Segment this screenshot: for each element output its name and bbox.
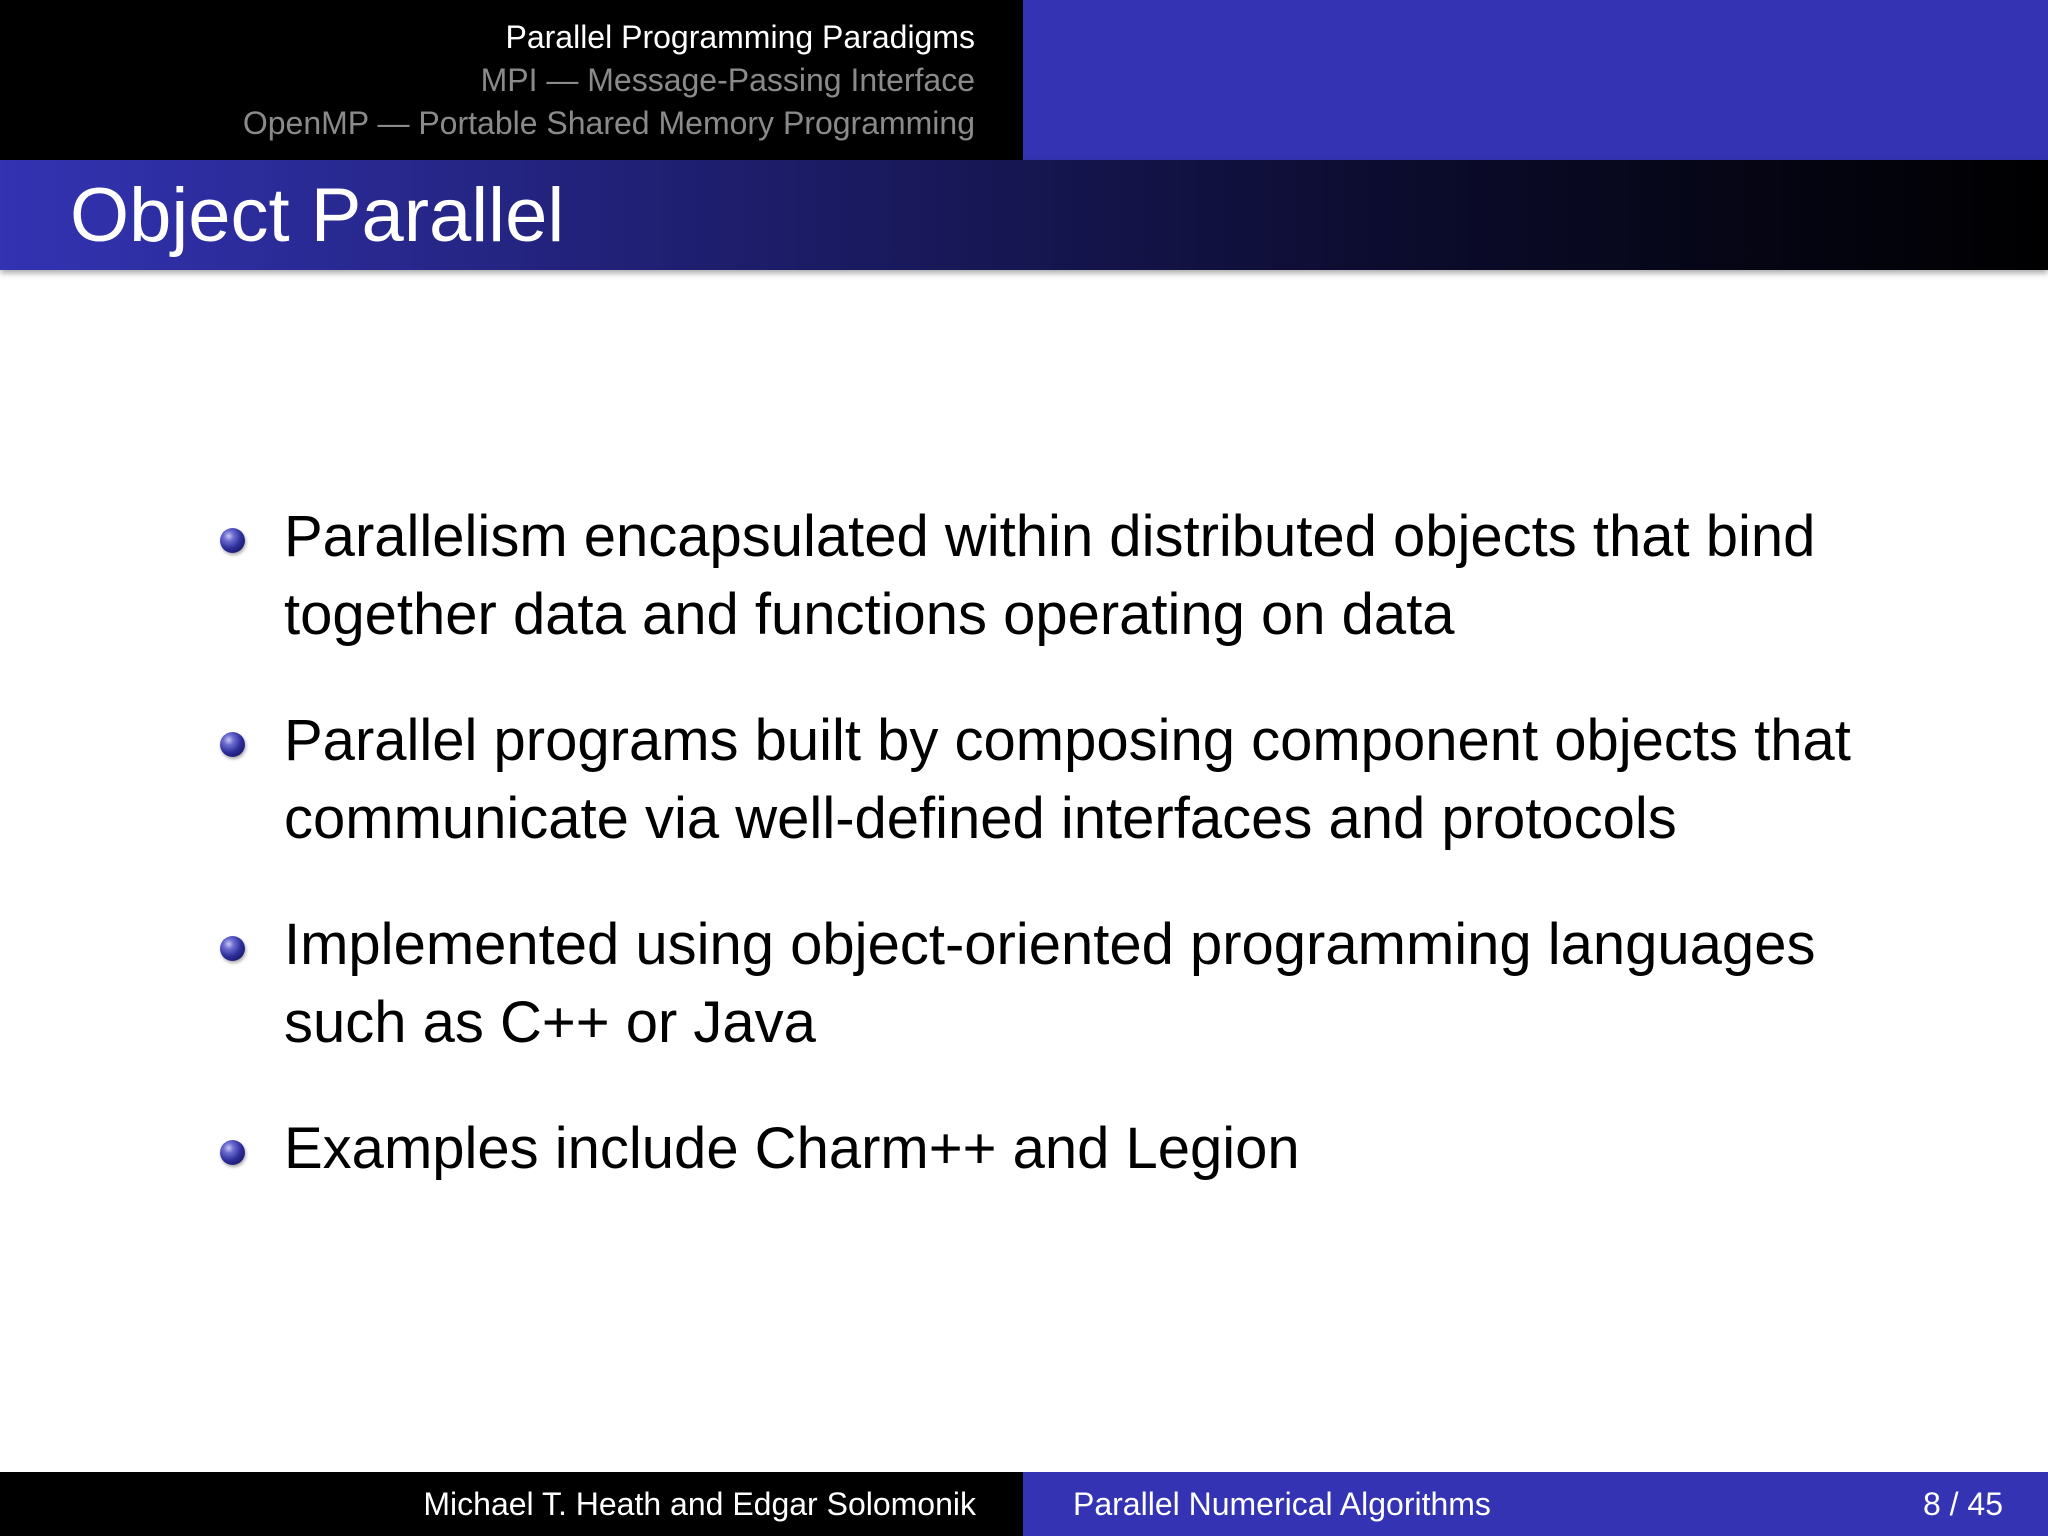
bullet-ball-icon — [220, 528, 245, 553]
bullet-item — [216, 702, 1936, 858]
footer-authors: Michael T. Heath and Edgar Solomonik — [0, 1472, 1023, 1536]
bullet-ball-icon — [220, 1140, 245, 1165]
bullet-text: Implemented using object-oriented programming languages such as C++ or Java — [284, 912, 1816, 1055]
bullet-text: Parallel programs built by composing component objects that communicate via well-defined interfaces and protocols — [284, 708, 1851, 851]
bullet-ball-icon — [220, 732, 245, 757]
slide-content — [216, 498, 1936, 1236]
nav-item-openmp[interactable]: OpenMP — Portable Shared Memory Programming — [242, 104, 975, 141]
footer — [0, 1472, 2048, 1536]
bullet-ball-icon — [220, 936, 245, 961]
footer-course-title: Parallel Numerical Algorithms — [1073, 1486, 1491, 1522]
bullet-item — [216, 906, 1936, 1062]
page-indicator: 8 / 45 — [1922, 1486, 2003, 1522]
header-accent-bar — [1023, 0, 2048, 160]
bullet-item — [216, 1110, 1936, 1188]
footer-info — [1023, 1472, 2048, 1536]
frame-title-bar — [0, 160, 2048, 270]
bullet-list — [216, 498, 1936, 1188]
section-nav — [0, 0, 1023, 160]
bullet-text: Parallelism encapsulated within distributed objects that bind together data and functions operating on data — [284, 504, 1816, 647]
nav-item-parallel-programming-paradigms[interactable]: Parallel Programming Paradigms — [505, 18, 975, 55]
frame-title: Object Parallel — [70, 173, 565, 258]
nav-item-mpi[interactable]: MPI — Message-Passing Interface — [480, 61, 975, 98]
bullet-item — [216, 498, 1936, 654]
header-navigation — [0, 0, 2048, 160]
bullet-text: Examples include Charm++ and Legion — [284, 1116, 1300, 1181]
